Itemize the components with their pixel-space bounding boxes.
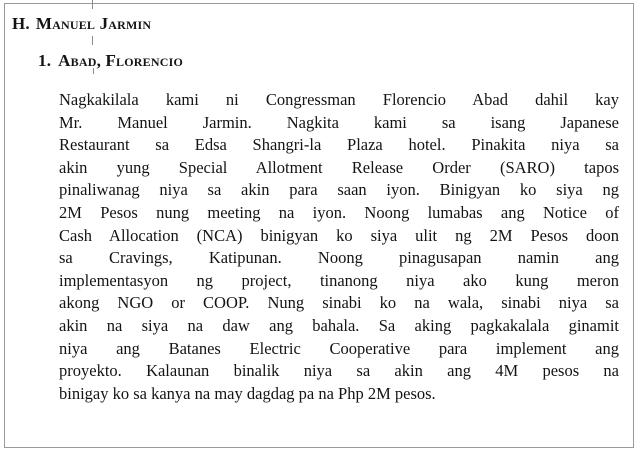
scan-mark (92, 36, 93, 45)
section-name: Manuel Jarmin (35, 14, 152, 33)
paragraph-line: akin yung Special Allotment Release Order (SARO) tapos (59, 157, 619, 177)
paragraph-line: pinaliwanag niya sa akin para saan iyon. Binigyan ko siya ng (59, 180, 619, 200)
paragraph-line: akin na siya na daw ang bahala. Sa aking pagkakalala ginamit (59, 315, 619, 335)
paragraph-line: Cash Allocation (NCA) binigyan ko siya ulit ng 2M Pesos doon (59, 225, 619, 245)
section-heading (12, 14, 151, 34)
paragraph-line: sa Cravings, Katipunan. Noong pinagusapan namin ang (59, 248, 619, 268)
scan-mark (92, 0, 93, 9)
subsection-heading (38, 51, 183, 71)
paragraph-line: akong NGO or COOP. Nung sinabi ko na wala, sinabi niya sa (59, 293, 619, 313)
paragraph-line: Mr. Manuel Jarmin. Nagkita kami sa isang Japanese (59, 112, 619, 132)
paragraph-line: proyekto. Kalaunan binalik niya sa akin ang 4M pesos na (59, 361, 619, 381)
section-marker: H. (12, 14, 30, 33)
subsection-marker: 1. (38, 51, 52, 70)
paragraph-line: Restaurant sa Edsa Shangri-la Plaza hotel. Pinakita niya sa (59, 135, 619, 155)
paragraph-line: niya ang Batanes Electric Cooperative para implement ang (59, 338, 619, 358)
paragraph-line: binigay ko sa kanya na may dagdag pa na Php 2M pesos. (59, 383, 436, 403)
paragraph-line: implementasyon ng project, tinanong niya ako kung meron (59, 270, 619, 290)
statement-paragraph (59, 89, 619, 405)
paragraph-line: 2M Pesos nung meeting na iyon. Noong lumabas ang Notice of (59, 202, 619, 222)
paragraph-line: Nagkakilala kami ni Congressman Florencio Abad dahil kay (59, 90, 619, 109)
subsection-name: Abad, Florencio (58, 51, 183, 70)
